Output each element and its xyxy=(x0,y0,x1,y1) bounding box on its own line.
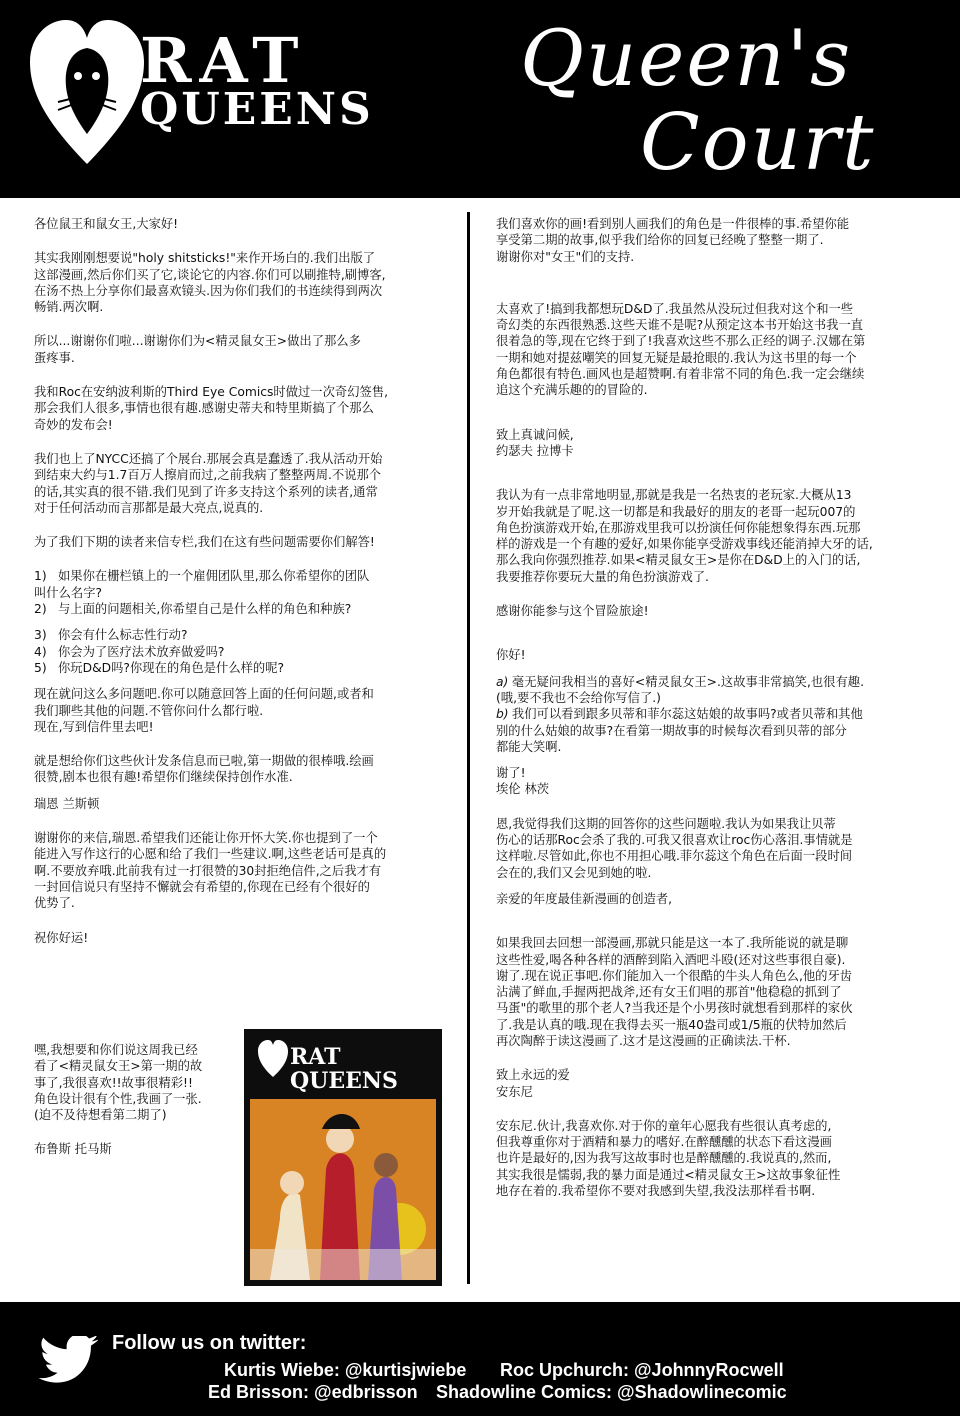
fan-art-cover-image xyxy=(244,1029,442,1286)
twitter-handle[interactable]: Roc Upchurch: @JohnnyRocwell xyxy=(500,1360,784,1380)
paragraph: 亲爱的年度最佳新漫画的创造者, xyxy=(496,891,673,906)
question-item: 1) 如果你在栅栏镇上的一个雇佣团队里,那么你希望你的团队 叫什么名字? xyxy=(34,569,370,600)
letter-text: 嘿,我想要和你们说这周我已经 看了<精灵鼠女王>第一期的故 事了,我很喜欢!!故事很精彩!! 角色设计很有个性,我画了一张. (迫不及待想看第二期了) xyxy=(34,1043,203,1123)
column-divider xyxy=(467,212,470,1284)
cover-characters-illustration xyxy=(250,1099,436,1280)
cover-artwork xyxy=(250,1099,436,1280)
logo-queens-text: QUEENS xyxy=(140,84,374,135)
paragraph: 我认为有一点非常地明显,那就是我是一名热衷的老玩家.大概从13 岁开始我就是了呢.这一切都是和我最好的朋友的老哥一起玩007的 角色扮演游戏开始,在那游戏里我可以扮演任何你能想象得东西.玩那 样的游戏是一个有趣的爱好,如果你能享受游戏事线还能消掉大牙的话, 那么我向你强烈推荐.如果<精灵鼠女王>是你在D&D上的入门的话, 我要推荐你要玩大量的角色扮演游戏了. xyxy=(496,488,873,584)
twitter-bird-icon xyxy=(38,1336,98,1386)
signature: 布鲁斯 托马斯 xyxy=(34,1142,112,1157)
twitter-handle[interactable]: Kurtis Wiebe: @kurtisjwiebe xyxy=(224,1360,467,1380)
paragraph: 祝你好运! xyxy=(34,930,89,945)
section-title-line1: Queen's xyxy=(520,14,853,104)
cover-logo-heart-icon xyxy=(258,1039,288,1079)
paragraph: 其实我刚刚想要说"holy shitsticks!"来作开场白的.我们出版了 这部漫画,然后你们买了它,谈论它的内容.你们可以刷推特,刷博客, 在汤不热上分享你们最喜欢镜头.因为你们我们的书连续得到两次 畅销.两次啊. xyxy=(34,251,386,315)
paragraph: 如果我回去回想一部漫画,那就只能是这一本了.我所能说的就是聊 这些性爱,喝各种各样的酒醉到陷入酒吧斗殴(还对这些事很自豪). 谢了.现在说正事吧.你们能加入一个很酷的牛头人角色么,他的牙齿 沾满了鲜血,手握两把战斧,还有女王们唱的那首"他稳稳的抓到了 马蛋"的歌里的那个老人?当我还是个小男孩时就想看到那样的家伙 了.我是认真的哦.现在我得去买一瓶40盎司或1/5瓶的伏特加然后 再次陶醉于读这漫画了.这才是这漫画的正确读法.干杯. xyxy=(496,936,853,1048)
paragraph: 就是想给你们这些伙计发条信息而已啦,第一期做的很棒哦.绘画 很赞,剧本也很有趣!希望你们继续保持创作水准. xyxy=(34,754,374,785)
twitter-handle[interactable]: Shadowline Comics: @Shadowlinecomic xyxy=(436,1382,787,1402)
signature: 致上真诚问候, 约瑟夫 拉博卡 xyxy=(496,427,574,458)
paragraph: 太喜欢了!搞到我都想玩D&D了.我虽然从没玩过但我对这个和一些 奇幻类的东西很熟悉.这些天谁不是呢?从预定这本书开始这书我一直 很着急的等,现在它终于到了!我喜欢这些不那么正经的调子.汉娜在第 一期和她对提兹嘲笑的回复无疑是最抢眼的.我认为这书里的每一个 角色都很有特色.画风也是超赞啊.有着非常不同的角色.我一定会继续 追这个充满乐趣的的冒险的. xyxy=(496,301,866,398)
paragraph: 现在就问这么多问题吧.你可以随意回答上面的任何问题,或者和 我们聊些其他的问题.不管你问什么都行啦. 现在,写到信件里去吧! xyxy=(34,687,374,734)
reader-letter xyxy=(34,1042,234,1158)
signature: 瑞恩 兰斯顿 xyxy=(34,796,100,811)
question-item: 4) 你会为了医疗法术放弃做爱吗? xyxy=(34,644,225,659)
rat-heart-logo-icon xyxy=(28,14,146,176)
right-column xyxy=(496,216,926,1199)
paragraph: 所以...谢谢你们啦...谢谢你们为<精灵鼠女王>做出了那么多 蛋疼事. xyxy=(34,334,361,365)
paragraph: 我们喜欢你的画!看到别人画我们的角色是一件很棒的事.希望你能 享受第二期的故事,似乎我们给你的回复已经晚了整整一期了. 谢谢你对"女王"们的支持. xyxy=(496,217,850,264)
paragraph: 你好! xyxy=(496,648,526,663)
question-item: 2) 与上面的问题相关,你希望自己是什么样的角色和种族? xyxy=(34,602,352,617)
paragraph: a) 毫无疑问我相当的喜好<精灵鼠女王>.这故事非常搞笑,也很有趣. (哦,要不我也不会给你写信了.) xyxy=(496,674,864,705)
page-header xyxy=(0,0,960,198)
cover-title: RAT QUEENS xyxy=(290,1044,398,1094)
paragraph: 恩,我觉得我们这期的回答你的这些问题啦.我认为如果我让贝蒂 伤心的话那Roc会杀了我的.可我又很喜欢让roc伤心落泪.事情就是 这样啦.尽管如此,你也不用担心哦.菲尔蕊这个角色在后面一段时间 会在的,我们又会见到她的啦. xyxy=(496,816,853,880)
question-item: 5) 你玩D&D吗?你现在的角色是什么样的呢? xyxy=(34,660,285,675)
paragraph: 我和Roc在安纳波利斯的Third Eye Comics时做过一次奇幻签售, 那会我们人很多,事情也很有趣.感谢史蒂夫和特里斯搞了个那么 奇妙的发布会! xyxy=(34,385,388,432)
paragraph: 谢谢你的来信,瑞恩.希望我们还能让你开怀大笑.你也提到了一个 能进入写作这行的心愿和给了我们一些建议.啊,这些老话可是真的 啊.不要放弃哦.此前我有过一打很赞的30封拒绝信件,之后我才有 一封回信说只有坚持不懈就会有希望的,你现在已经有个很好的 优势了. xyxy=(34,831,387,911)
paragraph: 安东尼.伙计,我喜欢你.对于你的童年心愿我有些很认真考虑的, 但我尊重你对于酒精和暴力的嗜好.在醉醺醺的状态下看这漫画 也许是最好的,因为我写这故事时也是醉醺醺的.我说真的,然而, 其实我很是懦弱,我的暴力面是通过<精灵鼠女王>这故事象征性 地存在着的.我希望你不要对我感到失望,我没法那样看书啊. xyxy=(496,1118,841,1199)
greeting: 各位鼠王和鼠女王,大家好! xyxy=(34,217,179,231)
left-column xyxy=(34,216,454,946)
signature: 谢了! 埃伦 林茨 xyxy=(496,766,550,797)
twitter-handle[interactable]: Ed Brisson: @edbrisson xyxy=(208,1382,418,1402)
question-item: 3) 你会有什么标志性行动? xyxy=(34,628,188,643)
paragraph: b) 我们可以看到跟多贝蒂和菲尔蕊这姑娘的故事吗?或者贝蒂和其他 别的什么姑娘的故事?在看第一期故事的时候每次看到贝蒂的部分 都能大笑啊. xyxy=(496,707,863,754)
paragraph: 为了我们下期的读者来信专栏,我们在这有些问题需要你们解答! xyxy=(34,535,375,550)
section-title-line2: Court xyxy=(640,98,876,188)
page-footer xyxy=(0,1302,960,1416)
paragraph: 我们也上了NYCC还搞了个展台.那展会真是蠢透了.我从活动开始 到结束大约与1.7百万人擦肩而过,之前我病了整整两周.不说那个 的话,其实真的很不错.我们见到了许多支持这个系列的读者,通常 对于任何活动而言那都是最大亮点,说真的. xyxy=(34,451,383,515)
question-list xyxy=(34,568,454,676)
follow-heading: Follow us on twitter: xyxy=(112,1332,307,1354)
logo-rat-text: RAT xyxy=(140,24,307,97)
signature: 致上永远的爱 安东尼 xyxy=(496,1068,570,1099)
paragraph: 感谢你能参与这个冒险旅途! xyxy=(496,604,649,619)
